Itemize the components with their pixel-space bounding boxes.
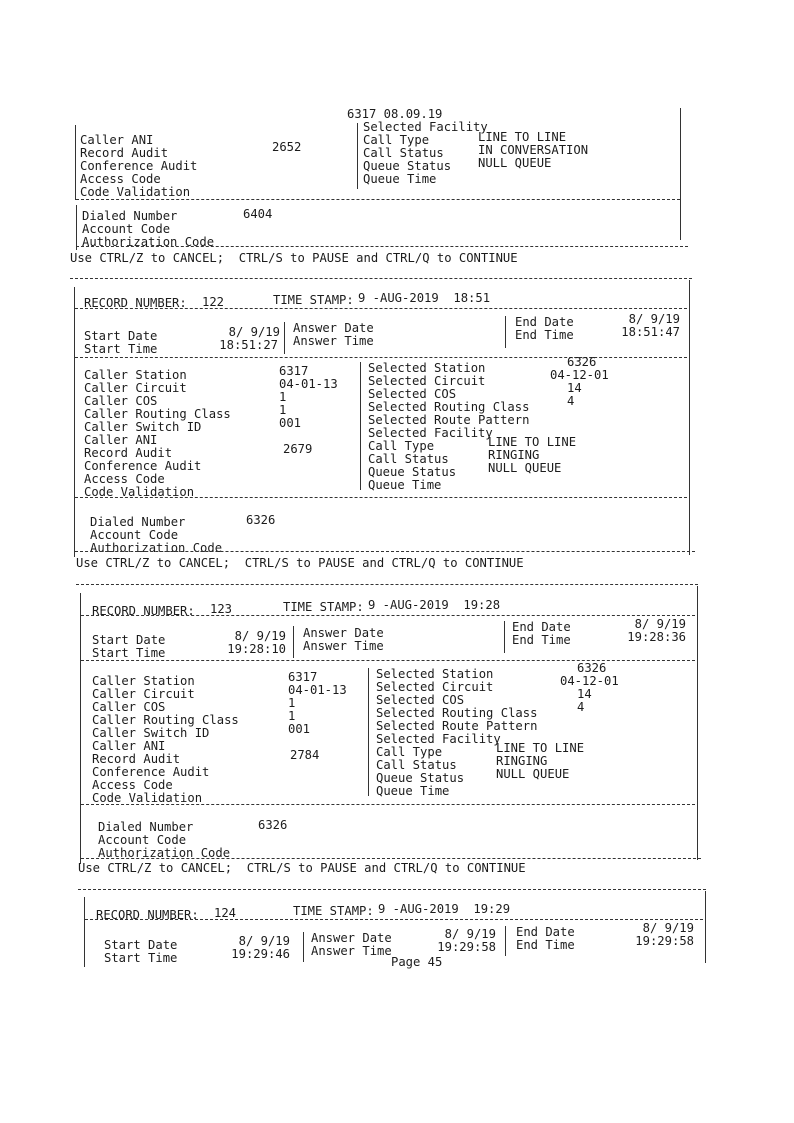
value-end-time: 19:28:36 — [627, 630, 686, 644]
value-call-type: LINE TO LINE — [488, 435, 577, 449]
label-answer-time: Answer Time — [311, 944, 392, 958]
label-caller-circuit: Caller Circuit — [84, 381, 187, 395]
label-queue-status: Queue Status — [376, 771, 465, 785]
label-call-type: Call Type — [368, 439, 435, 453]
value-selected-cos: 14 — [567, 381, 582, 395]
label-answer-date: Answer Date — [311, 931, 392, 945]
label-call-type: Call Type — [376, 745, 443, 759]
label-caller-ani: Caller ANI — [92, 739, 166, 753]
label-record-audit: Record Audit — [92, 752, 181, 766]
value-end-time: 19:29:58 — [635, 934, 694, 948]
label-time-stamp: TIME STAMP: — [283, 600, 364, 614]
label-selected-facility: Selected Facility — [363, 120, 488, 134]
label-caller-circuit: Caller Circuit — [92, 687, 195, 701]
value-dialed-number: 6326 — [246, 513, 276, 527]
label-end-time: End Time — [512, 633, 571, 647]
label-queue-status: Queue Status — [368, 465, 457, 479]
value-end-time: 18:51:47 — [621, 325, 680, 339]
label-selected-circuit: Selected Circuit — [376, 680, 494, 694]
label-time-stamp: TIME STAMP: — [273, 293, 354, 307]
value-selected-routing-class: 4 — [577, 700, 585, 714]
label-selected-route-pattern: Selected Route Pattern — [376, 719, 538, 733]
label-queue-time: Queue Time — [363, 172, 437, 186]
value-start-date: 8/ 9/19 — [228, 325, 280, 339]
value-record-audit: 2652 — [272, 140, 302, 154]
value-queue-status: NULL QUEUE — [488, 461, 562, 475]
value-start-time: 19:29:46 — [231, 947, 290, 961]
label-queue-time: Queue Time — [368, 478, 442, 492]
label-record-audit: Record Audit — [80, 146, 169, 160]
value-caller-routing-class: 1 — [279, 403, 287, 417]
value-selected-cos: 14 — [577, 687, 592, 701]
label-conference-audit: Conference Audit — [92, 765, 210, 779]
value-selected-station: 6326 — [577, 661, 607, 675]
value-record-audit: 2784 — [290, 748, 320, 762]
label-caller-routing-class: Caller Routing Class — [92, 713, 239, 727]
value-caller-station: 6317 — [279, 364, 309, 378]
label-answer-time: Answer Time — [293, 334, 374, 348]
label-selected-route-pattern: Selected Route Pattern — [368, 413, 530, 427]
label-start-time: Start Time — [84, 342, 158, 356]
label-selected-station: Selected Station — [368, 361, 486, 375]
value-call-type: LINE TO LINE — [478, 130, 567, 144]
label-answer-date: Answer Date — [303, 626, 384, 640]
value-time-stamp: 9 -AUG-2019 19:29 — [378, 902, 511, 916]
label-selected-facility: Selected Facility — [376, 732, 501, 746]
label-end-time: End Time — [515, 328, 574, 342]
label-end-date: End Date — [512, 620, 571, 634]
label-code-validation: Code Validation — [92, 791, 203, 805]
label-account-code: Account Code — [98, 833, 187, 847]
label-selected-facility: Selected Facility — [368, 426, 493, 440]
value-start-date: 8/ 9/19 — [238, 934, 290, 948]
value-caller-station: 6317 — [288, 670, 318, 684]
label-start-date: Start Date — [104, 938, 178, 952]
value-time-stamp: 9 -AUG-2019 19:28 — [368, 598, 501, 612]
value-answer-time: 19:29:58 — [437, 940, 496, 954]
value-start-time: 19:28:10 — [227, 642, 286, 656]
label-code-validation: Code Validation — [84, 485, 195, 499]
value-selected-circuit: 04-12-01 — [560, 674, 619, 688]
label-record-audit: Record Audit — [84, 446, 173, 460]
label-end-date: End Date — [516, 925, 575, 939]
label-time-stamp: TIME STAMP: — [293, 904, 374, 918]
label-access-code: Access Code — [80, 172, 161, 186]
label-selected-routing-class: Selected Routing Class — [376, 706, 538, 720]
label-conference-audit: Conference Audit — [80, 159, 198, 173]
value-selected-station: 6326 — [567, 355, 597, 369]
value-record-number: 122 — [202, 295, 225, 309]
value-end-date: 8/ 9/19 — [634, 617, 686, 631]
label-caller-station: Caller Station — [92, 674, 195, 688]
label-record-number: RECORD NUMBER: — [92, 604, 195, 618]
value-start-time: 18:51:27 — [219, 338, 278, 352]
label-caller-cos: Caller COS — [92, 700, 166, 714]
label-record-number: RECORD NUMBER: — [84, 296, 187, 310]
label-selected-circuit: Selected Circuit — [368, 374, 486, 388]
label-call-status: Call Status — [376, 758, 457, 772]
label-start-date: Start Date — [84, 329, 158, 343]
label-call-status: Call Status — [368, 452, 449, 466]
label-start-date: Start Date — [92, 633, 166, 647]
value-caller-cos: 1 — [288, 696, 296, 710]
value-call-type: LINE TO LINE — [496, 741, 585, 755]
value-call-status: RINGING — [496, 754, 548, 768]
value-selected-routing-class: 4 — [567, 394, 575, 408]
label-account-code: Account Code — [90, 528, 179, 542]
value-caller-circuit: 04-01-13 — [288, 683, 347, 697]
value-queue-status: NULL QUEUE — [478, 156, 552, 170]
label-dialed-number: Dialed Number — [98, 820, 194, 834]
label-record-number: RECORD NUMBER: — [96, 908, 199, 922]
value-caller-circuit: 04-01-13 — [279, 377, 338, 391]
value-caller-switch-id: 001 — [279, 416, 302, 430]
label-caller-switch-id: Caller Switch ID — [84, 420, 202, 434]
page-number: Page 45 — [391, 955, 443, 969]
label-selected-routing-class: Selected Routing Class — [368, 400, 530, 414]
label-call-type: Call Type — [363, 133, 430, 147]
label-dialed-number: Dialed Number — [82, 209, 178, 223]
value-caller-routing-class: 1 — [288, 709, 296, 723]
label-authorization-code: Authorization Code — [98, 846, 231, 860]
label-selected-station: Selected Station — [376, 667, 494, 681]
value-dialed-number: 6404 — [243, 207, 273, 221]
label-access-code: Access Code — [84, 472, 165, 486]
value-queue-status: NULL QUEUE — [496, 767, 570, 781]
continue-prompt: Use CTRL/Z to CANCEL; CTRL/S to PAUSE and CTRL/Q to CONTINUE — [70, 251, 518, 265]
label-account-code: Account Code — [82, 222, 171, 236]
label-end-time: End Time — [516, 938, 575, 952]
continue-prompt: Use CTRL/Z to CANCEL; CTRL/S to PAUSE and CTRL/Q to CONTINUE — [76, 556, 524, 570]
label-code-validation: Code Validation — [80, 185, 191, 199]
value-record-audit: 2679 — [283, 442, 313, 456]
value-end-date: 8/ 9/19 — [642, 921, 694, 935]
continue-prompt: Use CTRL/Z to CANCEL; CTRL/S to PAUSE and CTRL/Q to CONTINUE — [78, 861, 526, 875]
label-queue-status: Queue Status — [363, 159, 452, 173]
label-caller-cos: Caller COS — [84, 394, 158, 408]
label-answer-time: Answer Time — [303, 639, 384, 653]
label-authorization-code: Authorization Code — [90, 541, 223, 555]
label-start-time: Start Time — [104, 951, 178, 965]
label-dialed-number: Dialed Number — [90, 515, 186, 529]
label-caller-station: Caller Station — [84, 368, 187, 382]
label-start-time: Start Time — [92, 646, 166, 660]
label-call-status: Call Status — [363, 146, 444, 160]
label-queue-time: Queue Time — [376, 784, 450, 798]
value-answer-date: 8/ 9/19 — [444, 927, 496, 941]
label-access-code: Access Code — [92, 778, 173, 792]
label-caller-routing-class: Caller Routing Class — [84, 407, 231, 421]
value-time-stamp: 9 -AUG-2019 18:51 — [358, 291, 491, 305]
label-conference-audit: Conference Audit — [84, 459, 202, 473]
value-record-number: 123 — [210, 602, 233, 616]
value-caller-cos: 1 — [279, 390, 287, 404]
label-selected-cos: Selected COS — [376, 693, 465, 707]
record-fragment-header: 6317 08.09.19 — [347, 107, 443, 121]
value-call-status: RINGING — [488, 448, 540, 462]
label-answer-date: Answer Date — [293, 321, 374, 335]
label-selected-cos: Selected COS — [368, 387, 457, 401]
value-end-date: 8/ 9/19 — [628, 312, 680, 326]
label-caller-switch-id: Caller Switch ID — [92, 726, 210, 740]
value-caller-switch-id: 001 — [288, 722, 311, 736]
value-start-date: 8/ 9/19 — [234, 629, 286, 643]
value-dialed-number: 6326 — [258, 818, 288, 832]
label-end-date: End Date — [515, 315, 574, 329]
value-call-status: IN CONVERSATION — [478, 143, 589, 157]
label-authorization-code: Authorization Code — [82, 235, 215, 249]
value-record-number: 124 — [214, 906, 237, 920]
label-caller-ani: Caller ANI — [84, 433, 158, 447]
label-caller-ani: Caller ANI — [80, 133, 154, 147]
value-selected-circuit: 04-12-01 — [550, 368, 609, 382]
